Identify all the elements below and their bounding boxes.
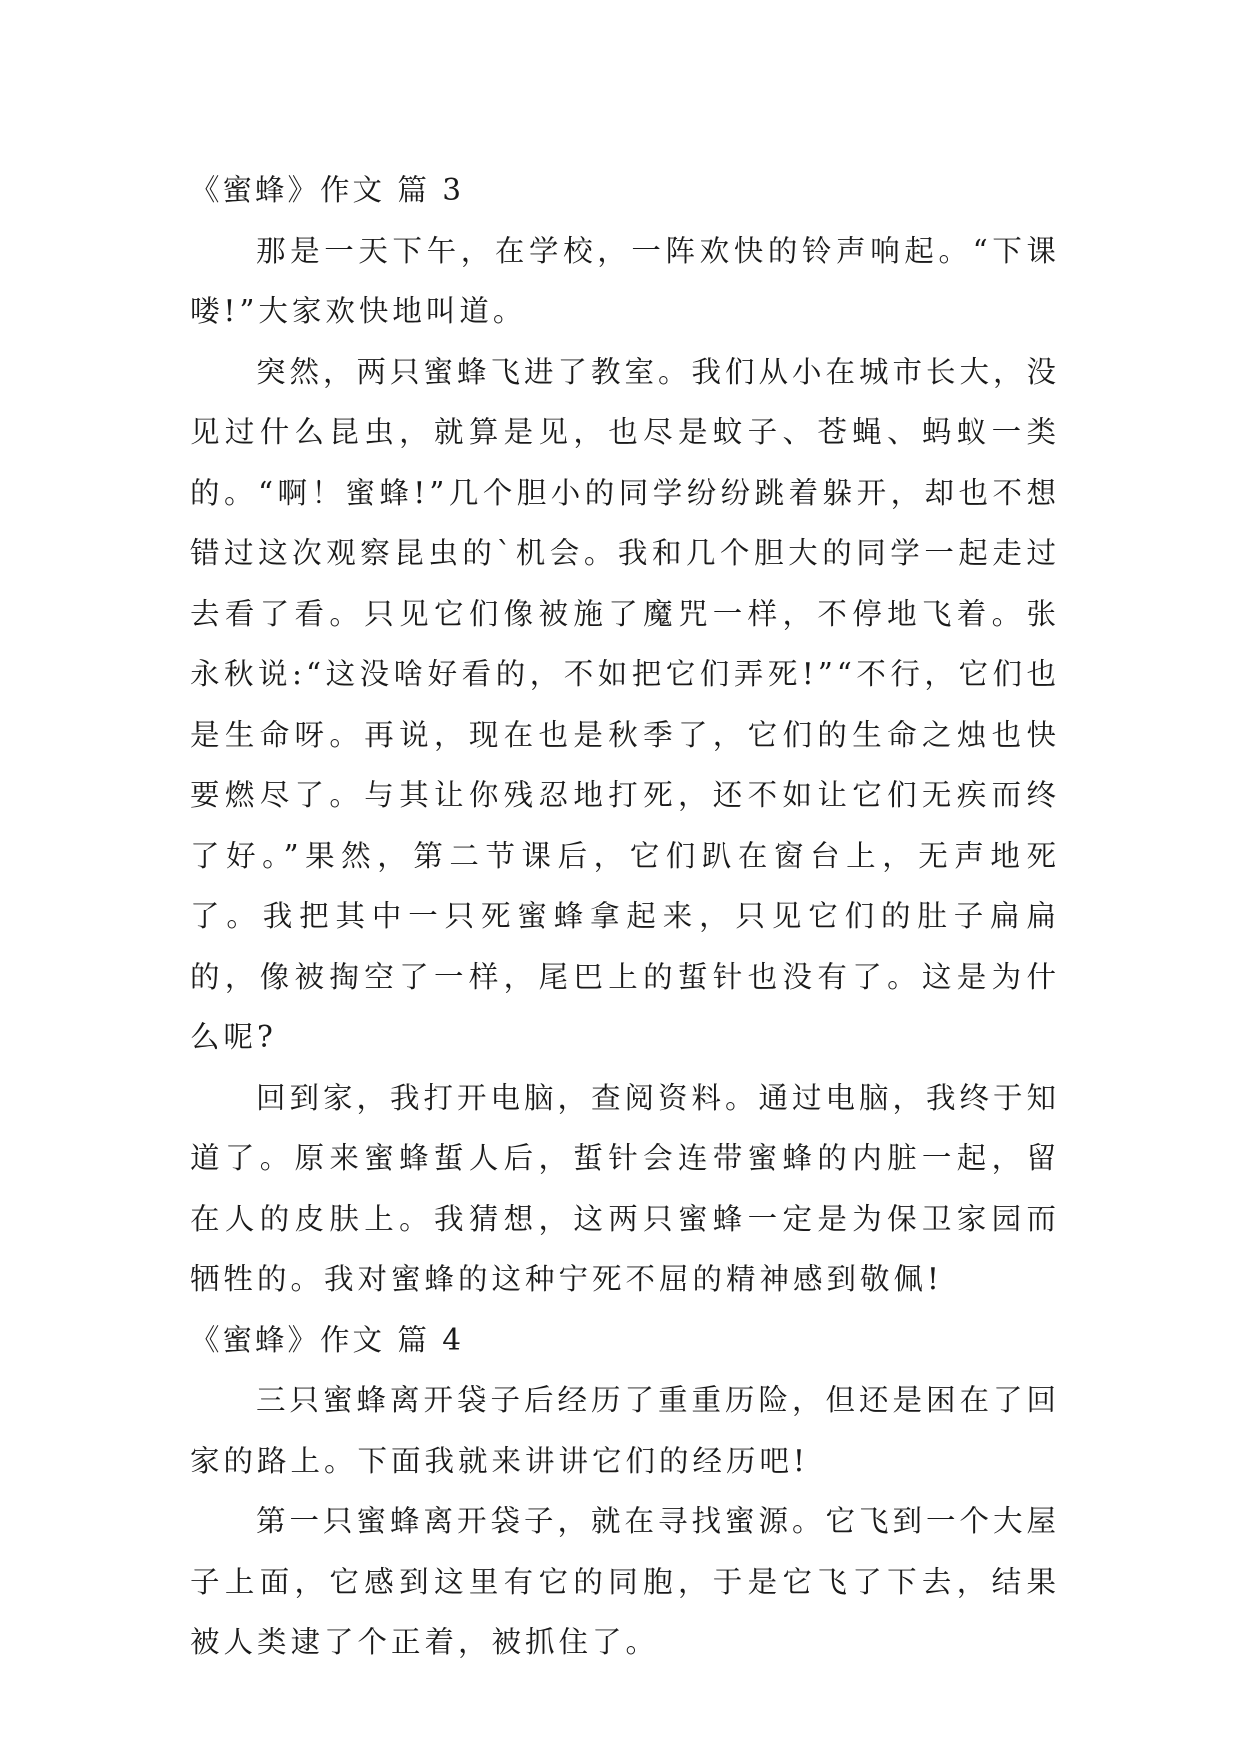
paragraph: 那是一天下午，在学校，一阵欢快的铃声响起。“下课喽!”大家欢快地叫道。 — [190, 233, 1060, 328]
paragraph: 三只蜜蜂离开袋子后经历了重重历险，但还是困在了回家的路上。下面我就来讲讲它们的经历吧! — [190, 1383, 1061, 1478]
document-body — [190, 160, 1060, 1673]
essay-section-4 — [190, 1310, 1060, 1673]
paragraph: 第一只蜜蜂离开袋子，就在寻找蜜源。它飞到一个大屋子上面，它感到这里有它的同胞，于是它飞了下去，结果被人类逮了个正着，被抓住了。 — [190, 1504, 1061, 1659]
paragraph: 回到家，我打开电脑，查阅资料。通过电脑，我终于知道了。原来蜜蜂蜇人后，蜇针会连带蜜蜂的内脏一起，留在人的皮肤上。我猜想，这两只蜜蜂一定是为保卫家园而牺牲的。我对蜜蜂的这种宁死不屈的精神感到敬佩! — [190, 1080, 1061, 1296]
paragraph: 突然，两只蜜蜂飞进了教室。我们从小在城市长大，没见过什么昆虫，就算是见，也尽是蚊子、苍蝇、蚂蚁一类的。“啊！蜜蜂!”几个胆小的同学纷纷跳着躲开，却也不想错过这次观察昆虫的`机会。我和几个胆大的同学一起走过去看了看。只见它们像被施了魔咒一样，不停地飞着。张永秋说:“这没啥好看的，不如把它们弄死!”“不行，它们也是生命呀。再说，现在也是秋季了，它们的生命之烛也快要燃尽了。与其让你残忍地打死，还不如让它们无疾而终了好。”果然，第二节课后，它们趴在窗台上，无声地死了。我把其中一只死蜜蜂拿起来，只见它们的肚子扁扁的，像被掏空了一样，尾巴上的蜇针也没有了。这是为什么呢? — [190, 354, 1061, 1054]
essay-section-3 — [190, 160, 1060, 1310]
section-heading: 《蜜蜂》作文 篇 3 — [190, 173, 465, 207]
section-heading: 《蜜蜂》作文 篇 4 — [190, 1322, 465, 1357]
